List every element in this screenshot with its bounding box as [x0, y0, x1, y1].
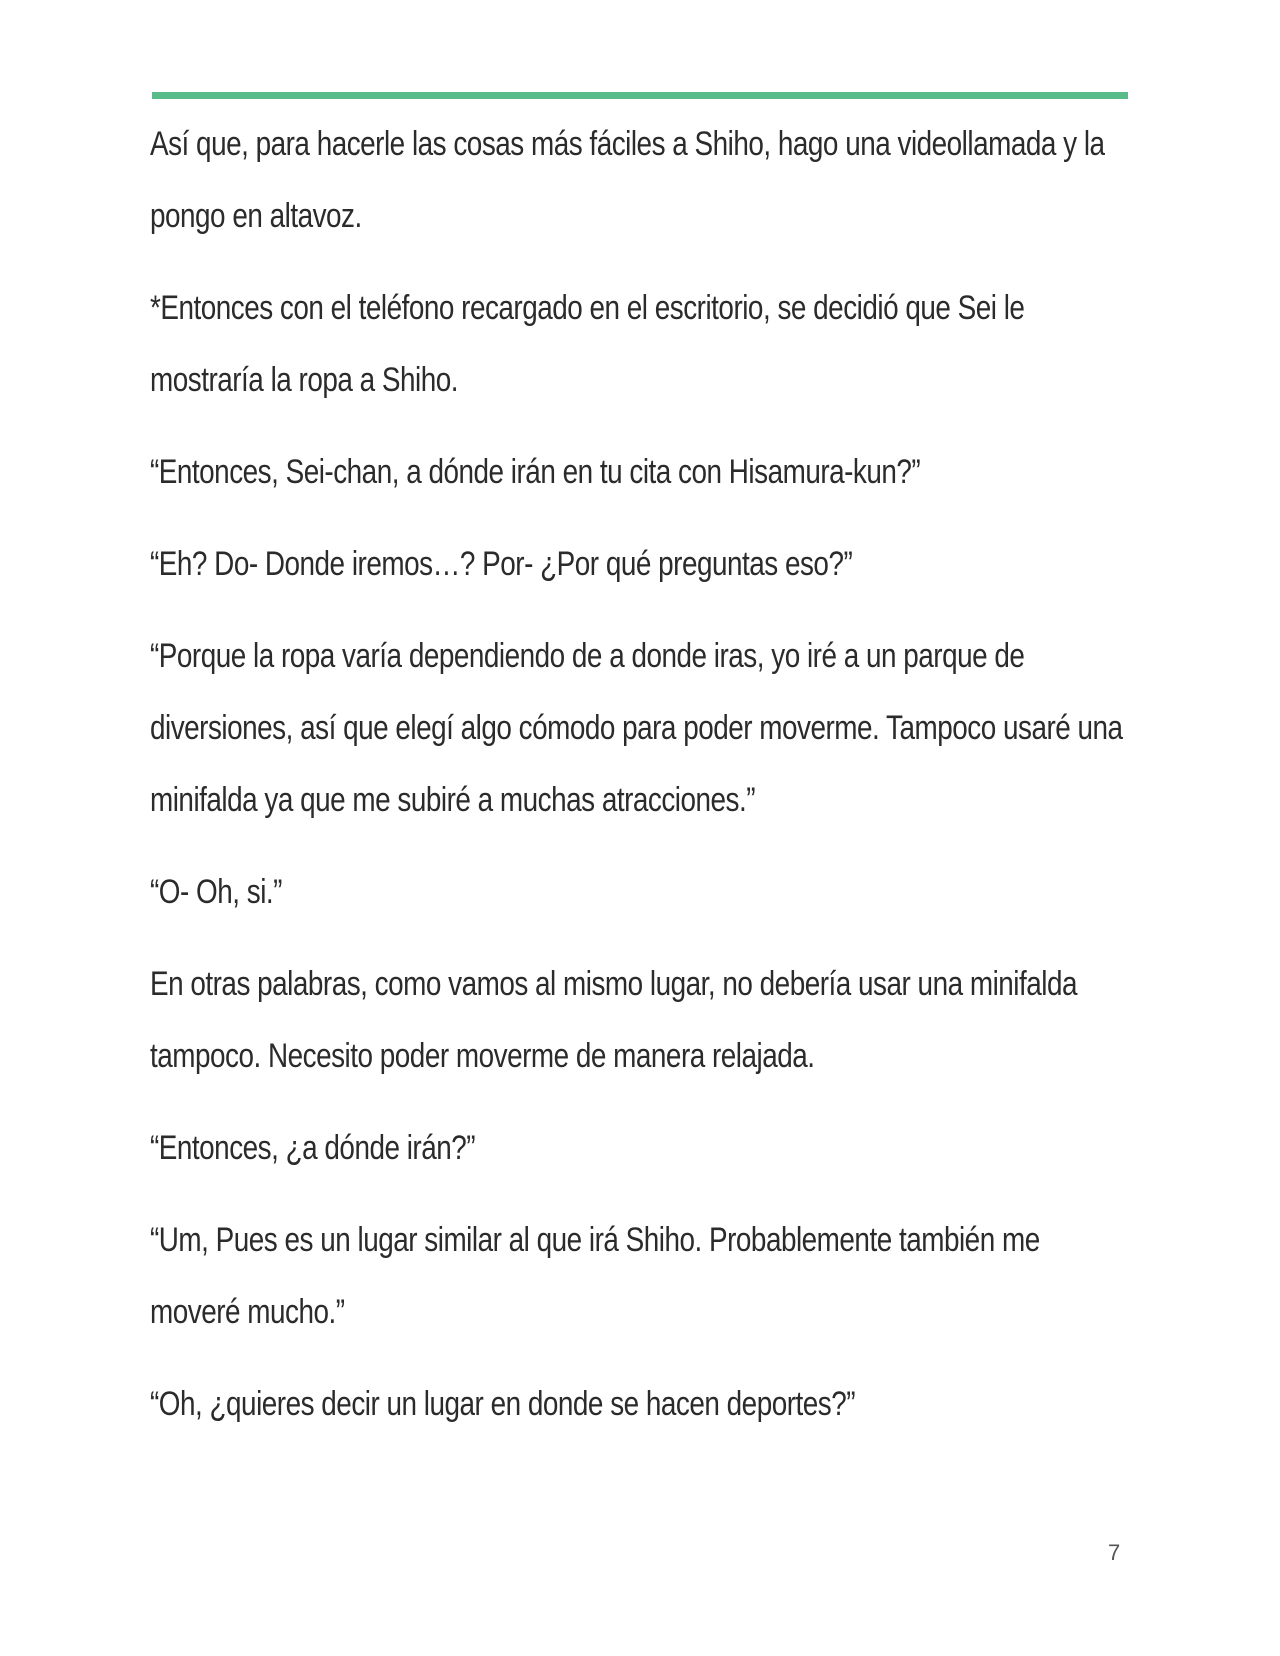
paragraph: “Entonces, Sei-chan, a dónde irán en tu cita con Hisamura-kun?”: [150, 453, 921, 491]
document-body: [150, 108, 1123, 1460]
paragraph: “Porque la ropa varía dependiendo de a donde iras, yo iré a un parque de diversiones, así que elegí algo cómodo para poder moverme. Tampoco usaré una minifalda ya que me subiré a muchas atracciones.”: [150, 637, 1123, 819]
paragraph: En otras palabras, como vamos al mismo lugar, no debería usar una minifalda tampoco. Necesito poder moverme de manera relajada.: [150, 965, 1078, 1075]
paragraph: “Um, Pues es un lugar similar al que irá Shiho. Probablemente también me moveré mucho.”: [150, 1221, 1040, 1331]
paragraph: “Eh? Do- Donde iremos…? Por- ¿Por qué preguntas eso?”: [150, 545, 853, 583]
paragraph: “Entonces, ¿a dónde irán?”: [150, 1129, 476, 1167]
top-accent-rule: [152, 92, 1128, 99]
paragraph: Así que, para hacerle las cosas más fáciles a Shiho, hago una videollamada y la pongo en altavoz.: [150, 125, 1105, 235]
paragraph: *Entonces con el teléfono recargado en el escritorio, se decidió que Sei le mostraría la ropa a Shiho.: [150, 289, 1025, 399]
paragraph: “O- Oh, si.”: [150, 873, 282, 911]
page-number: 7: [1108, 1540, 1121, 1565]
paragraph: “Oh, ¿quieres decir un lugar en donde se hacen deportes?”: [150, 1385, 856, 1423]
